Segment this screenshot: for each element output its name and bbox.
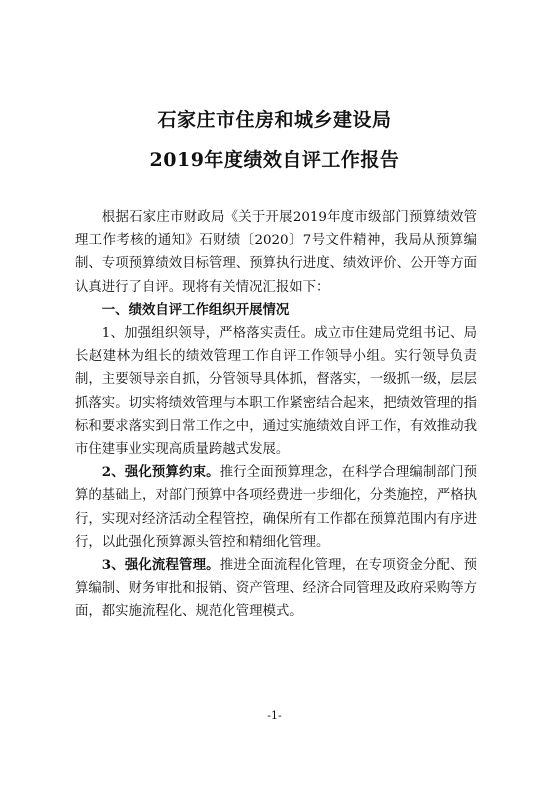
intro-paragraph: 根据石家庄市财政局《关于开展2019年度市级部门预算绩效管理工作考核的通知》石财绩〔2020〕7号文件精神，我局从预算编制、专项预算绩效目标管理、预算执行进度、绩效评价、公开等方面认真进行了自评。现将有关情况汇报如下： [75, 210, 477, 295]
item-paragraph [75, 322, 477, 461]
item-lead: 3、强化流程管理。 [101, 557, 220, 574]
page-number: -1- [267, 709, 282, 722]
section-heading: 一、绩效自评工作组织开展情况 [101, 301, 290, 318]
document-body [75, 206, 477, 624]
item-lead: 1、加强组织领导，严格落实责任。 [101, 326, 315, 342]
document-title-line2: 2019年度绩效自评工作报告 [149, 149, 400, 171]
item-paragraph [75, 461, 477, 554]
document-title-line1: 石家庄市住房和城乡建设局 [157, 109, 392, 131]
item-lead: 2、强化预算约束。 [101, 464, 220, 481]
item-text: 成立市住建局党组书记、局长赵建林为组长的绩效管理工作自评工作领导小组。实行领导负责制，主要领导亲自抓，分管领导具体抓，督落实，一级抓一级，层层抓落实。切实将绩效管理与本职工作紧密结合起来，把绩效管理的指标和要求落实到日常工作之中，通过实施绩效自评工作，有效推动我市住建事业实现高质量跨越式发展。 [75, 326, 477, 458]
item-paragraph [75, 554, 477, 624]
item-text: 推行全面预算理念，在科学合理编制部门预算的基础上，对部门预算中各项经费进一步细化，分类施控，严格执行，实现对经济活动全程管控，确保所有工作都在预算范围内有序进行，以此强化预算源头管控和精细化管理。 [75, 465, 477, 550]
item-text: 推进全面流程化管理，在专项资金分配、预算编制、财务审批和报销、资产管理、经济合同管理及政府采购等方面，都实施流程化、规范化管理模式。 [75, 558, 477, 620]
